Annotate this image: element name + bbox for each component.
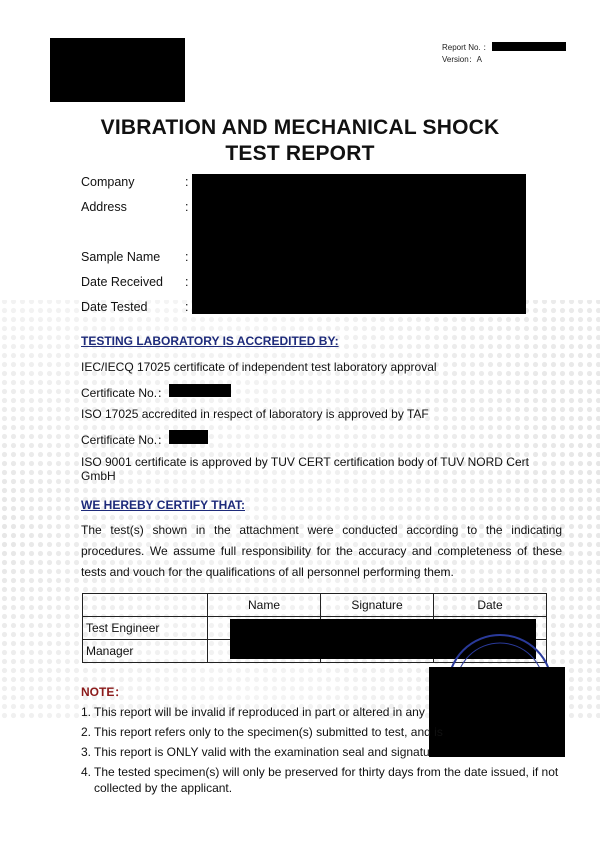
certificate-number-label-1: Certificate No.： xyxy=(81,386,170,400)
note-number: 3. xyxy=(81,745,92,759)
iec-certificate-line: IEC/IECQ 17025 certificate of independent test laboratory approval xyxy=(81,360,437,374)
field-colon: : xyxy=(185,175,189,189)
table-header-date: Date xyxy=(434,594,547,617)
note-number: 1. xyxy=(81,705,92,719)
field-label-date-received: Date Received xyxy=(81,275,163,289)
note-title: NOTE： xyxy=(81,685,127,699)
certify-heading: WE HEREBY CERTIFY THAT: xyxy=(81,498,246,512)
note-text: The tested specimen(s) will only be preserved for thirty days from the date issued, if not collected by the applicant. xyxy=(94,765,559,795)
iso9001-line: ISO 9001 certificate is approved by TUV CERT certification body of TUV NORD Cert xyxy=(81,455,529,469)
iso9001-line-continued: GmbH xyxy=(81,469,116,483)
certify-paragraph: The test(s) shown in the attachment were conducted according to the indicating procedures. We assume full responsibility for the accuracy and completeness of these tests and vouch for the qualifications of all personnel performing them. xyxy=(81,523,562,579)
report-number-label: Report No. ： xyxy=(442,43,491,52)
accreditation-heading: TESTING LABORATORY IS ACCREDITED BY: xyxy=(81,334,339,348)
field-colon: : xyxy=(185,250,189,264)
field-values-redaction xyxy=(192,174,526,314)
table-header-signature: Signature xyxy=(321,594,434,617)
field-colon: : xyxy=(185,275,189,289)
note-number: 2. xyxy=(81,725,92,739)
table-header-cell xyxy=(83,594,208,617)
note-text: This report will be invalid if reproduced in part or altered in any xyxy=(94,705,425,719)
field-colon: : xyxy=(185,300,189,314)
version-label: Version：A xyxy=(442,55,483,64)
report-number-redaction xyxy=(492,42,566,51)
list-item xyxy=(81,764,571,796)
note-number: 4. xyxy=(81,765,92,779)
list-item xyxy=(81,724,571,740)
report-title-line-2: TEST REPORT xyxy=(225,142,375,165)
notes-list xyxy=(81,704,571,800)
company-logo-redaction xyxy=(50,38,185,102)
report-title-line-1: VIBRATION AND MECHANICAL SHOCK xyxy=(100,116,500,139)
list-item xyxy=(81,744,571,760)
row-label-manager: Manager xyxy=(83,640,208,663)
list-item xyxy=(81,704,571,720)
row-label-test-engineer: Test Engineer xyxy=(83,617,208,640)
field-label-address: Address xyxy=(81,200,127,214)
table-header-name: Name xyxy=(208,594,321,617)
note-text: This report refers only to the specimen(s) submitted to test, and is xyxy=(94,725,443,739)
field-label-date-tested: Date Tested xyxy=(81,300,148,314)
certificate-number-redaction-2 xyxy=(169,430,208,444)
note-text: This report is ONLY valid with the examination seal and signatu xyxy=(94,745,430,759)
field-colon: : xyxy=(185,200,189,214)
certificate-number-redaction-1 xyxy=(169,384,231,397)
field-label-company: Company xyxy=(81,175,135,189)
table-header-row xyxy=(83,594,547,617)
field-label-sample-name: Sample Name xyxy=(81,250,161,264)
certificate-number-label-2: Certificate No.： xyxy=(81,433,170,447)
iso17025-line: ISO 17025 accredited in respect of laboratory is approved by TAF xyxy=(81,407,429,421)
